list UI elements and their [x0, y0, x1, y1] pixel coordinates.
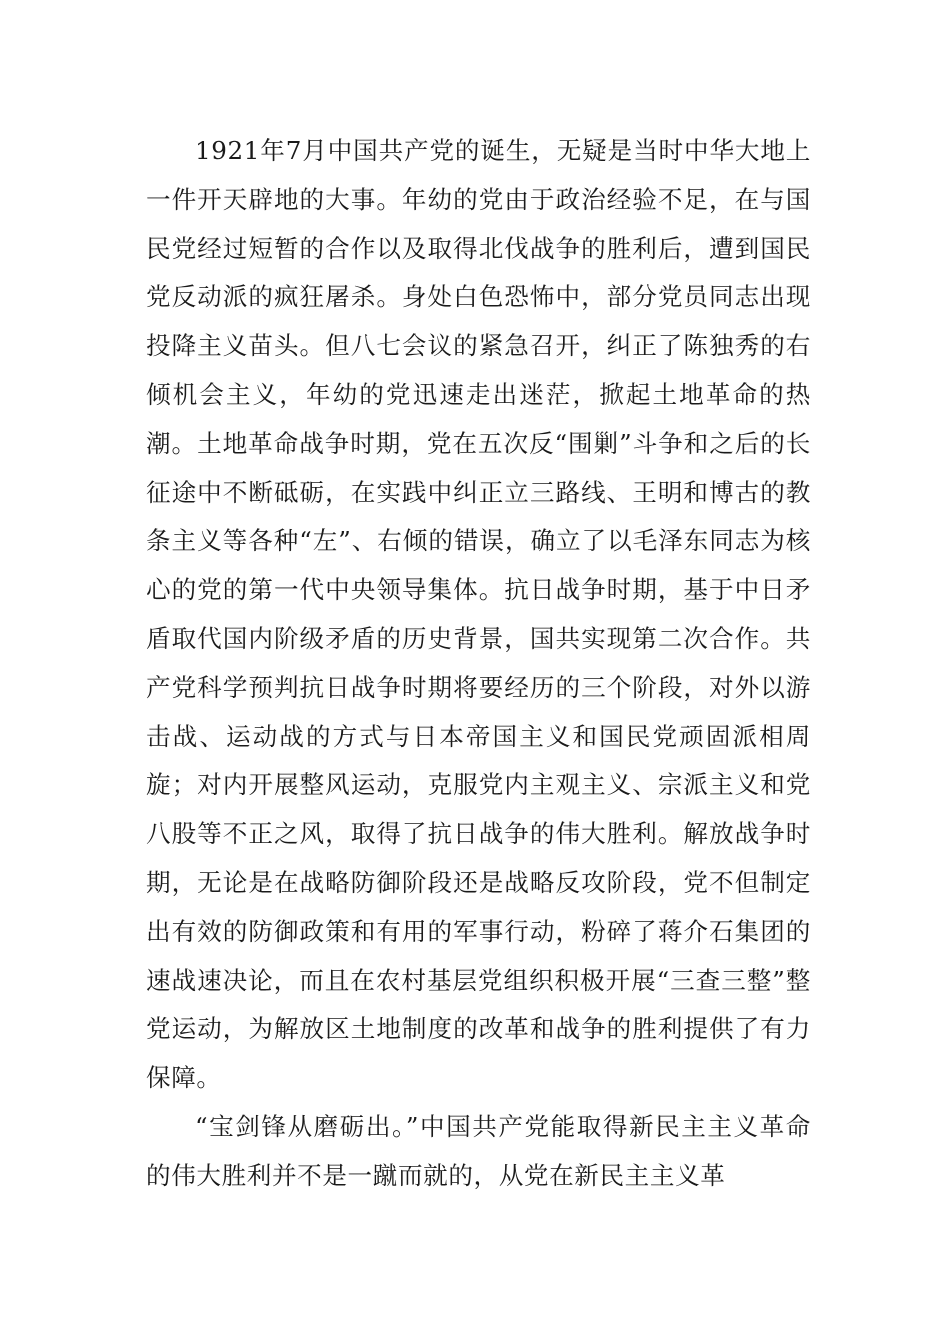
document-body: [146, 127, 811, 1201]
paragraph-history-overview: 1921年7月中国共产党的诞生，无疑是当时中华大地上一件开天辟地的大事。年幼的党由于政治经验不足，在与国民党经过短暂的合作以及取得北伐战争的胜利后，遭到国民党反动派的疯狂屠杀。身处白色恐怖中，部分党员同志出现投降主义苗头。但八七会议的紧急召开，纠正了陈独秀的右倾机会主义，年幼的党迅速走出迷茫，掀起土地革命的热潮。土地革命战争时期，党在五次反“围剿”斗争和之后的长征途中不断砥砺，在实践中纠正立三路线、王明和博古的教条主义等各种“左”、右倾的错误，确立了以毛泽东同志为核心的党的第一代中央领导集体。抗日战争时期，基于中日矛盾取代国内阶级矛盾的历史背景，国共实现第二次合作。共产党科学预判抗日战争时期将要经历的三个阶段，对外以游击战、运动战的方式与日本帝国主义和国民党顽固派相周旋；对内开展整风运动，克服党内主观主义、宗派主义和党八股等不正之风，取得了抗日战争的伟大胜利。解放战争时期，无论是在战略防御阶段还是战略反攻阶段，党不但制定出有效的防御政策和有用的军事行动，粉碎了蒋介石集团的速战速决论，而且在农村基层党组织积极开展“三查三整”整党运动，为解放区土地制度的改革和战争的胜利提供了有力保障。: [146, 136, 811, 1093]
paragraph-sword-quote: “宝剑锋从磨砺出。”中国共产党能取得新民主主义革命的伟大胜利并不是一蹴而就的，从党在新民主主义革: [146, 1111, 811, 1190]
